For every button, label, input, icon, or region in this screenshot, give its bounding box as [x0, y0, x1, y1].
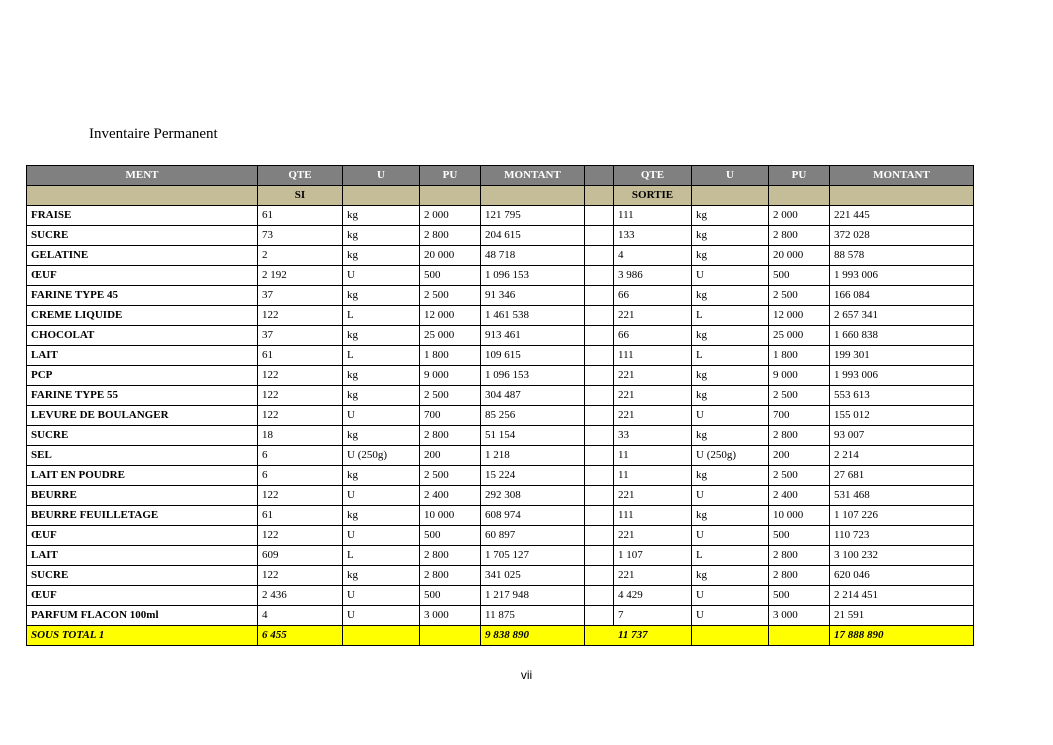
table-row	[27, 566, 974, 586]
table-cell: U	[343, 406, 420, 426]
column-header: QTE	[614, 166, 692, 186]
table-cell: 2 192	[258, 266, 343, 286]
table-cell: 2 800	[769, 566, 830, 586]
item-name-cell: GELATINE	[27, 246, 258, 266]
table-cell: 1 218	[481, 446, 585, 466]
table-cell: 12 000	[769, 306, 830, 326]
table-cell: 700	[420, 406, 481, 426]
table-cell: 2 500	[420, 286, 481, 306]
table-cell: 1 993 006	[830, 366, 974, 386]
table-cell: 1 660 838	[830, 326, 974, 346]
table-cell: U	[692, 486, 769, 506]
table-cell	[585, 466, 614, 486]
table-cell	[585, 586, 614, 606]
table-cell: 122	[258, 366, 343, 386]
table-cell: U (250g)	[343, 446, 420, 466]
table-cell: 122	[258, 386, 343, 406]
table-cell: 122	[258, 306, 343, 326]
table-cell: 60 897	[481, 526, 585, 546]
table-cell: 2 500	[420, 386, 481, 406]
table-cell: 500	[769, 266, 830, 286]
table-cell	[585, 506, 614, 526]
table-cell: 66	[614, 326, 692, 346]
table-row	[27, 266, 974, 286]
document-title: Inventaire Permanent	[89, 126, 218, 142]
table-cell: 372 028	[830, 226, 974, 246]
table-cell: 18	[258, 426, 343, 446]
table-row	[27, 506, 974, 526]
table-cell: kg	[692, 246, 769, 266]
subtotal-cell: 9 838 890	[481, 626, 585, 646]
table-cell: U	[692, 266, 769, 286]
table-cell: 2 657 341	[830, 306, 974, 326]
item-name-cell: ŒUF	[27, 586, 258, 606]
subtotal-cell: 11 737	[585, 626, 692, 646]
table-cell: 4	[258, 606, 343, 626]
table-row	[27, 306, 974, 326]
table-row	[27, 346, 974, 366]
table-cell: kg	[343, 246, 420, 266]
table-cell: 2 500	[769, 466, 830, 486]
table-row	[27, 326, 974, 346]
item-name-cell: FRAISE	[27, 206, 258, 226]
table-cell	[585, 326, 614, 346]
table-row	[27, 286, 974, 306]
table-cell	[585, 346, 614, 366]
item-name-cell: BEURRE	[27, 486, 258, 506]
table-cell: 61	[258, 506, 343, 526]
subtotal-label: SOUS TOTAL 1	[27, 626, 258, 646]
table-cell: 66	[614, 286, 692, 306]
subtotal-row	[27, 626, 974, 646]
table-cell: U	[343, 486, 420, 506]
subheader-cell	[830, 186, 974, 206]
table-cell: 221	[614, 486, 692, 506]
table-cell: 221	[614, 406, 692, 426]
table-cell: 2 436	[258, 586, 343, 606]
subheader-cell: SORTIE	[614, 186, 692, 206]
item-name-cell: SEL	[27, 446, 258, 466]
table-row	[27, 466, 974, 486]
table-cell: 10 000	[769, 506, 830, 526]
subtotal-cell	[692, 626, 769, 646]
table-cell: kg	[343, 286, 420, 306]
table-cell: U	[692, 526, 769, 546]
table-cell: 1 096 153	[481, 366, 585, 386]
table-row	[27, 586, 974, 606]
table-cell: U	[692, 606, 769, 626]
table-cell: kg	[343, 566, 420, 586]
column-header	[585, 166, 614, 186]
table-cell: 221	[614, 386, 692, 406]
table-cell: 111	[614, 206, 692, 226]
table-cell: 2 400	[420, 486, 481, 506]
table-cell	[585, 266, 614, 286]
table-cell: 122	[258, 486, 343, 506]
page-number: vii	[520, 668, 533, 682]
table-cell: 122	[258, 566, 343, 586]
item-name-cell: SUCRE	[27, 426, 258, 446]
table-cell	[585, 246, 614, 266]
table-cell: 51 154	[481, 426, 585, 446]
table-cell	[585, 386, 614, 406]
table-cell: 2 800	[420, 566, 481, 586]
table-cell: 37	[258, 286, 343, 306]
table-cell: 2 000	[769, 206, 830, 226]
subheader-cell	[585, 186, 614, 206]
table-cell: 6	[258, 446, 343, 466]
inventory-table	[26, 165, 974, 646]
table-row	[27, 546, 974, 566]
item-name-cell: ŒUF	[27, 266, 258, 286]
table-cell: 553 613	[830, 386, 974, 406]
table-cell: kg	[343, 506, 420, 526]
table-cell	[585, 406, 614, 426]
column-header: PU	[769, 166, 830, 186]
table-cell: 1 993 006	[830, 266, 974, 286]
table-cell: 700	[769, 406, 830, 426]
table-cell: 531 468	[830, 486, 974, 506]
table-cell	[585, 526, 614, 546]
table-cell: 1 800	[769, 346, 830, 366]
table-cell: 913 461	[481, 326, 585, 346]
table-cell: kg	[343, 426, 420, 446]
subtotal-cell	[420, 626, 481, 646]
table-cell: 4	[614, 246, 692, 266]
table-cell: kg	[692, 466, 769, 486]
item-name-cell: BEURRE FEUILLETAGE	[27, 506, 258, 526]
table-cell: L	[343, 346, 420, 366]
subheader-cell	[343, 186, 420, 206]
table-cell: kg	[692, 506, 769, 526]
table-cell: 4 429	[614, 586, 692, 606]
table-cell	[585, 426, 614, 446]
table-cell: U	[692, 406, 769, 426]
table-cell: kg	[343, 226, 420, 246]
table-cell: 304 487	[481, 386, 585, 406]
item-name-cell: LAIT	[27, 546, 258, 566]
table-cell: 500	[769, 586, 830, 606]
table-cell: kg	[692, 326, 769, 346]
table-row	[27, 206, 974, 226]
subheader-cell	[769, 186, 830, 206]
table-cell: 2	[258, 246, 343, 266]
table-cell: 608 974	[481, 506, 585, 526]
table-cell: 11 875	[481, 606, 585, 626]
table-cell	[585, 546, 614, 566]
table-cell: 27 681	[830, 466, 974, 486]
table-cell: kg	[343, 326, 420, 346]
table-cell: kg	[692, 206, 769, 226]
table-cell	[585, 306, 614, 326]
table-row	[27, 366, 974, 386]
table-cell: 61	[258, 206, 343, 226]
table-cell: 500	[769, 526, 830, 546]
table-cell: kg	[692, 226, 769, 246]
table-cell	[585, 366, 614, 386]
table-row	[27, 606, 974, 626]
table-cell: 620 046	[830, 566, 974, 586]
item-name-cell: LAIT EN POUDRE	[27, 466, 258, 486]
table-cell: 25 000	[769, 326, 830, 346]
table-cell: 1 461 538	[481, 306, 585, 326]
table-cell: U	[343, 526, 420, 546]
item-name-cell: FARINE TYPE 45	[27, 286, 258, 306]
subtotal-cell: 6 455	[258, 626, 343, 646]
table-cell: 1 217 948	[481, 586, 585, 606]
table-cell: kg	[692, 426, 769, 446]
table-cell: 37	[258, 326, 343, 346]
table-cell: 500	[420, 266, 481, 286]
table-cell: L	[692, 346, 769, 366]
table-row	[27, 386, 974, 406]
table-cell	[585, 226, 614, 246]
subtotal-cell	[769, 626, 830, 646]
table-cell: 2 400	[769, 486, 830, 506]
table-cell: 221 445	[830, 206, 974, 226]
table-cell: 111	[614, 506, 692, 526]
subtotal-cell: 17 888 890	[830, 626, 974, 646]
table-cell	[585, 206, 614, 226]
table-cell: kg	[692, 366, 769, 386]
table-cell: 10 000	[420, 506, 481, 526]
table-cell: 11	[614, 446, 692, 466]
table-row	[27, 486, 974, 506]
item-name-cell: LAIT	[27, 346, 258, 366]
table-cell: 221	[614, 526, 692, 546]
table-cell: U (250g)	[692, 446, 769, 466]
table-cell: 500	[420, 526, 481, 546]
table-cell: 85 256	[481, 406, 585, 426]
table-cell: 204 615	[481, 226, 585, 246]
table-cell: kg	[343, 386, 420, 406]
table-cell: 200	[420, 446, 481, 466]
table-cell: 3 000	[769, 606, 830, 626]
table-cell: 122	[258, 406, 343, 426]
table-cell: 1 107	[614, 546, 692, 566]
table-cell: 199 301	[830, 346, 974, 366]
table-cell: 1 096 153	[481, 266, 585, 286]
table-cell: L	[343, 306, 420, 326]
table-cell: 109 615	[481, 346, 585, 366]
subheader-cell	[481, 186, 585, 206]
table-cell: kg	[692, 386, 769, 406]
table-cell: 11	[614, 466, 692, 486]
table-cell: 292 308	[481, 486, 585, 506]
table-cell: U	[343, 266, 420, 286]
table-cell: 2 800	[420, 426, 481, 446]
table-cell: kg	[692, 286, 769, 306]
header-row	[27, 166, 974, 186]
table-cell: 91 346	[481, 286, 585, 306]
item-name-cell: CHOCOLAT	[27, 326, 258, 346]
subheader-cell	[692, 186, 769, 206]
table-cell: 15 224	[481, 466, 585, 486]
table-cell: 1 705 127	[481, 546, 585, 566]
table-cell: 133	[614, 226, 692, 246]
table-cell: U	[343, 586, 420, 606]
table-cell: 9 000	[769, 366, 830, 386]
table-cell: kg	[343, 466, 420, 486]
table-cell: 111	[614, 346, 692, 366]
table-cell: 2 214 451	[830, 586, 974, 606]
table-cell: 2 214	[830, 446, 974, 466]
table-cell: 3 000	[420, 606, 481, 626]
item-name-cell: ŒUF	[27, 526, 258, 546]
table-cell: 2 800	[769, 546, 830, 566]
table-row	[27, 426, 974, 446]
table-row	[27, 246, 974, 266]
item-name-cell: SUCRE	[27, 226, 258, 246]
table-cell: 20 000	[420, 246, 481, 266]
table-row	[27, 226, 974, 246]
table-cell: 500	[420, 586, 481, 606]
table-cell	[585, 566, 614, 586]
table-cell: 200	[769, 446, 830, 466]
table-row	[27, 446, 974, 466]
table-cell: U	[343, 606, 420, 626]
item-name-cell: PARFUM FLACON 100ml	[27, 606, 258, 626]
table-cell: kg	[343, 206, 420, 226]
table-cell: L	[343, 546, 420, 566]
table-cell: 93 007	[830, 426, 974, 446]
table-cell: 1 107 226	[830, 506, 974, 526]
item-name-cell: CREME LIQUIDE	[27, 306, 258, 326]
table-cell: 166 084	[830, 286, 974, 306]
table-cell: 155 012	[830, 406, 974, 426]
item-name-cell: PCP	[27, 366, 258, 386]
subheader-cell	[27, 186, 258, 206]
table-cell: 9 000	[420, 366, 481, 386]
table-cell: 6	[258, 466, 343, 486]
item-name-cell: LEVURE DE BOULANGER	[27, 406, 258, 426]
table-cell: 7	[614, 606, 692, 626]
item-name-cell: SUCRE	[27, 566, 258, 586]
table-cell: 33	[614, 426, 692, 446]
subheader-cell	[420, 186, 481, 206]
table-cell: 88 578	[830, 246, 974, 266]
table-cell: 12 000	[420, 306, 481, 326]
table-cell: 2 800	[769, 226, 830, 246]
table-cell: 3 986	[614, 266, 692, 286]
table-cell	[585, 286, 614, 306]
table-cell: 221	[614, 566, 692, 586]
table-cell: kg	[692, 566, 769, 586]
table-cell: 2 500	[420, 466, 481, 486]
table-cell	[585, 486, 614, 506]
table-cell	[585, 606, 614, 626]
column-header: MONTANT	[481, 166, 585, 186]
item-name-cell: FARINE TYPE 55	[27, 386, 258, 406]
table-row	[27, 406, 974, 426]
table-cell: L	[692, 306, 769, 326]
table-cell: 2 500	[769, 386, 830, 406]
subheader-row	[27, 186, 974, 206]
table-cell: 341 025	[481, 566, 585, 586]
column-header: QTE	[258, 166, 343, 186]
table-cell: 1 800	[420, 346, 481, 366]
table-cell: U	[692, 586, 769, 606]
table-cell: 3 100 232	[830, 546, 974, 566]
column-header: U	[343, 166, 420, 186]
table-cell: 73	[258, 226, 343, 246]
table-cell: L	[692, 546, 769, 566]
table-cell: 48 718	[481, 246, 585, 266]
column-header: U	[692, 166, 769, 186]
subheader-cell: SI	[258, 186, 343, 206]
table-cell: 25 000	[420, 326, 481, 346]
subtotal-cell	[343, 626, 420, 646]
table-cell: 609	[258, 546, 343, 566]
table-cell: 2 000	[420, 206, 481, 226]
table-cell: 21 591	[830, 606, 974, 626]
table-cell: 2 500	[769, 286, 830, 306]
column-header: MONTANT	[830, 166, 974, 186]
table-cell: 110 723	[830, 526, 974, 546]
table-cell	[585, 446, 614, 466]
table-cell: 221	[614, 366, 692, 386]
table-cell: 2 800	[769, 426, 830, 446]
table-cell: 221	[614, 306, 692, 326]
table-cell: 61	[258, 346, 343, 366]
table-cell: 121 795	[481, 206, 585, 226]
table-cell: kg	[343, 366, 420, 386]
table-cell: 2 800	[420, 226, 481, 246]
column-header: MENT	[27, 166, 258, 186]
table-row	[27, 526, 974, 546]
table-cell: 122	[258, 526, 343, 546]
table-cell: 2 800	[420, 546, 481, 566]
column-header: PU	[420, 166, 481, 186]
table-cell: 20 000	[769, 246, 830, 266]
